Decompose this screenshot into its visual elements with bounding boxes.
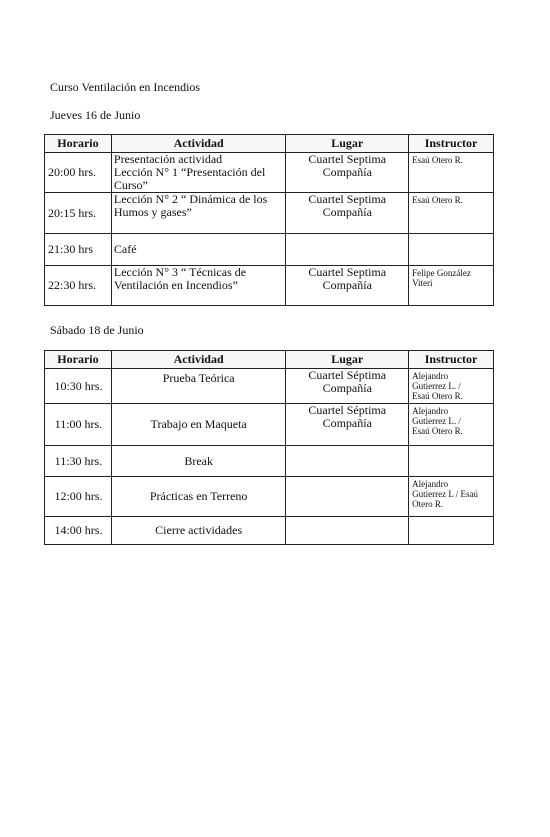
row-time: 11:00 hrs. bbox=[45, 404, 112, 446]
row-place: Cuartel Septima Compañía bbox=[286, 153, 409, 193]
schedule-table-day2 bbox=[44, 350, 494, 545]
schedule-table-day1 bbox=[44, 134, 494, 306]
table-row bbox=[45, 369, 494, 404]
row-place bbox=[286, 234, 409, 266]
row-instructor bbox=[409, 517, 494, 545]
row-activity: Prácticas en Terreno bbox=[111, 477, 286, 517]
header-horario: Horario bbox=[45, 135, 112, 153]
header-instructor: Instructor bbox=[409, 135, 494, 153]
day2-label: Sábado 18 de Junio bbox=[50, 323, 144, 337]
row-place: Cuartel Séptima Compañía bbox=[286, 404, 409, 446]
row-activity: Prueba Teórica bbox=[111, 369, 286, 404]
row-activity: Lección N° 2 “ Dinámica de los Humos y gases” bbox=[111, 193, 286, 234]
row-instructor bbox=[409, 446, 494, 477]
day1-label: Jueves 16 de Junio bbox=[50, 108, 141, 122]
row-time: 14:00 hrs. bbox=[45, 517, 112, 545]
row-place bbox=[286, 477, 409, 517]
row-time: 11:30 hrs. bbox=[45, 446, 112, 477]
header-actividad: Actividad bbox=[111, 351, 286, 369]
table-row bbox=[45, 446, 494, 477]
table-row bbox=[45, 517, 494, 545]
document-title: Curso Ventilación en Incendios bbox=[50, 80, 201, 94]
row-activity: Lección N° 3 “ Técnicas de Ventilación en Incendios” bbox=[111, 266, 286, 306]
row-time: 22:30 hrs. bbox=[45, 266, 112, 306]
header-lugar: Lugar bbox=[286, 351, 409, 369]
table-row bbox=[45, 153, 494, 193]
row-instructor bbox=[409, 234, 494, 266]
header-actividad: Actividad bbox=[111, 135, 286, 153]
row-activity: Cierre actividades bbox=[111, 517, 286, 545]
row-instructor: Alejandro Gutierrez L. / Esaú Otero R. bbox=[409, 404, 494, 446]
row-time: 21:30 hrs bbox=[45, 234, 112, 266]
row-instructor: Felipe González Viteri bbox=[409, 266, 494, 306]
row-instructor: Esaú Otero R. bbox=[409, 193, 494, 234]
table-header-row bbox=[45, 135, 494, 153]
row-activity: Café bbox=[111, 234, 286, 266]
row-place bbox=[286, 517, 409, 545]
header-lugar: Lugar bbox=[286, 135, 409, 153]
row-place: Cuartel Septima Compañía bbox=[286, 266, 409, 306]
header-instructor: Instructor bbox=[409, 351, 494, 369]
row-time: 20:15 hrs. bbox=[45, 193, 112, 234]
table-row bbox=[45, 477, 494, 517]
row-activity: Trabajo en Maqueta bbox=[111, 404, 286, 446]
table-header-row bbox=[45, 351, 494, 369]
row-activity: Presentación actividad Lección N° 1 “Presentación del Curso” bbox=[111, 153, 286, 193]
row-place: Cuartel Séptima Compañía bbox=[286, 369, 409, 404]
row-time: 12:00 hrs. bbox=[45, 477, 112, 517]
table-row bbox=[45, 234, 494, 266]
row-instructor: Alejandro Gutierrez L. / Esaú Otero R. bbox=[409, 369, 494, 404]
header-horario: Horario bbox=[45, 351, 112, 369]
table-row bbox=[45, 193, 494, 234]
row-place: Cuartel Septima Compañía bbox=[286, 193, 409, 234]
row-place bbox=[286, 446, 409, 477]
table-row bbox=[45, 266, 494, 306]
table-row bbox=[45, 404, 494, 446]
row-instructor: Esaú Otero R. bbox=[409, 153, 494, 193]
row-activity: Break bbox=[111, 446, 286, 477]
row-time: 10:30 hrs. bbox=[45, 369, 112, 404]
row-time: 20:00 hrs. bbox=[45, 153, 112, 193]
row-instructor: Alejandro Gutierrez L / Esaú Otero R. bbox=[409, 477, 494, 517]
